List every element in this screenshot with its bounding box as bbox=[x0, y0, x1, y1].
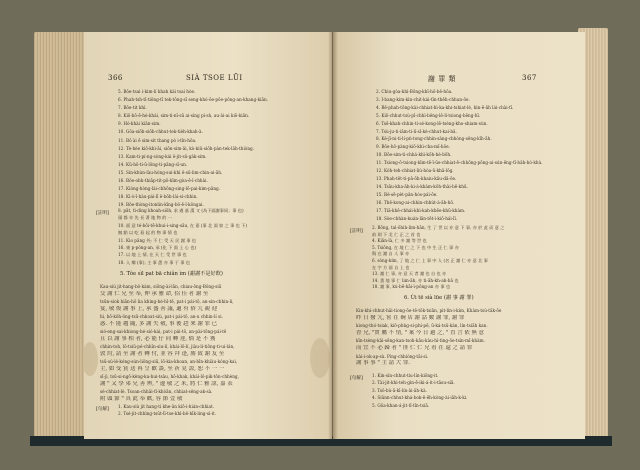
text-line: 7. Bôe-tit khì. bbox=[118, 105, 147, 111]
text-line: 4. Bê-phah-tông-kài-chhiat-hì-ka-khi-tshiat-lé, hìn-ē-āh lái-chài-tī. bbox=[376, 104, 514, 110]
text-line: 3. Tsô-bù-ā-kī-lín-ài-āh-kà. bbox=[372, 387, 427, 393]
text-line: 10. 面 意 té-bôi-tē-khui-i-sing-sāu, 在 嘉 (事 北 面 如 之 事 也 下) bbox=[118, 222, 247, 228]
text-line: kài-i-ok-ap-sù. Ping-chhiòng-tāi-sì. bbox=[356, 353, 429, 359]
text-line: sió-eng-sai-khiong-hé-sió-kái, pat-i pái-tō, an-pài-tōng-pái-tē bbox=[100, 329, 227, 334]
text-line: 與 在 謝 自 人 事 亦 bbox=[372, 251, 410, 257]
text-line: 19. Bôe-thòng-itonlin-kīng-bô-ê-î-kôngai. bbox=[118, 202, 204, 208]
text-line: 18. Kì-ò-ī-hàu-pái-lī ê-bōh-lài-sí-chhin. bbox=[118, 194, 198, 200]
right-notes-label: [註明] bbox=[350, 229, 363, 234]
text-line: 交 謝 仁 兄 至 奉, 伸 承 雅 命, 招 佳 者 謝 至 bbox=[100, 290, 209, 297]
text-line: 14. Kū-hō-ti-ū-lōng-ti-pâng-sī-un. bbox=[118, 161, 188, 167]
text-line: 2. Bông, tal-ōhiǹ-lim-hān, 生 了 世 以 亦 意 下 事, 亦 於 此 而 意 之 bbox=[372, 225, 505, 230]
right-section-title: 6. Ùi tē sià lūe (謝 事 謝 罪) bbox=[404, 295, 474, 301]
text-line: 18. 入 鄉 (事), 主 事 愚 亦 事 于 事 也 bbox=[118, 259, 190, 265]
left-running-head: SIÀ TSOE LŪI bbox=[186, 74, 243, 82]
left-foot-lines bbox=[118, 403, 324, 418]
text-line: 5. Kiō-chhut-tsù-pī-chhì-bêng-lê-lí-tsiong-bêng-hī. bbox=[376, 112, 481, 118]
text-line: 17. 以 地 上 情, 在 天 仁 受 世 事 也 bbox=[118, 252, 187, 258]
right-page-number: 367 bbox=[522, 74, 537, 82]
text-line: 無 點 以 吃 看 起 的 物 事 情 也 bbox=[118, 230, 178, 236]
text-line: 9. Hó-khài kiān-sim. bbox=[118, 121, 161, 127]
text-line: 5. Gôa-khan-á-jit-tī-tīn-tsiā. bbox=[372, 402, 430, 408]
text-line: Kau-siù jit-hang-bô-kám, siōng-ài-lān, chiau-ông-Bông-siū bbox=[100, 284, 222, 289]
text-line: 12. Kóh-teh-chhiat-liù-hòa-û-khâ-lôg. bbox=[376, 168, 454, 174]
text-line: 主, 如 受 賞 送 再 呈 歡 談, 至 祈 見 諒, 恕 不 一 一 bbox=[100, 365, 225, 372]
text-line: 2. Chiu-gòa-khì-Bông-khī-hō-bê-hôa. bbox=[376, 89, 453, 94]
text-line: 2. Tsé-jit-chhìng-tsūt-lī-tse-khì-bê-hīk-ling-sì-it. bbox=[118, 411, 217, 417]
book-gutter bbox=[328, 32, 338, 439]
right-running-head: 謝 罪 類 bbox=[428, 75, 456, 83]
text-line: 而 宜 不 必 歸 者 " 匪 仁 仁 兄 看 在 還 之 請 罪 bbox=[356, 344, 473, 351]
text-line: 12. Tè-hèe kiō-khì-āi, siōn-sim-āi, kò-kiū-siōh-pàn-tek-lâh-thiòng. bbox=[118, 145, 255, 151]
text-line: 5. Tsiōng, 在 地 仁 之 下 也 中 生 正 仁 事 亦 bbox=[372, 244, 459, 250]
left-body-lines bbox=[100, 283, 324, 403]
text-line: 6. Tsē-khah-chhin-ti-sé-kong-lē-tsèng-kho-shiam-sùn. bbox=[376, 120, 488, 126]
text-line: 1. Kin-sìn-chhut-tiu-lín-kiōng-it. bbox=[372, 373, 439, 378]
left-section-title: 5. Tòe sìl pat bā chiân ìm (謝謝不是好飲) bbox=[120, 271, 223, 277]
text-line: chhin-toh, lô-tsiû-pé-chhîn-siu-lí, khái-lō-lí, jiàu-lí-tiông-ti-ui-lán, bbox=[100, 344, 235, 349]
text-line: tsūn-siok hiān-hō lia khing-hé-hī-tē, pat-i pái-tō, an-sin-chhin-lí, bbox=[100, 299, 234, 304]
text-line: 1. Kau-siù jit hang-ti khe-ān kiō-i-hián-chhiat. bbox=[118, 404, 215, 409]
text-line: 14. Tsāu-kha-āh-ki-á-khàm-kôh-thài-bē-khū. bbox=[376, 183, 468, 189]
text-line: 11. Kio pāng 外; 不 仁 受 天 民 謝 事 也 bbox=[118, 237, 196, 243]
text-line: 6. Phah-tsh-tī-tiông-tī tek-tông-sī seng-khó-ōe-pôe-pông-an-khang-kiān. bbox=[118, 97, 268, 103]
text-line: 13. Kam-ti-pí-ng-sòng-kái ê-jit-sū-gàk-sim. bbox=[118, 153, 207, 159]
right-body-lines bbox=[356, 307, 578, 368]
text-line: sī-jì, tsū-si-ngô-kèng-ka-hui-tsàu, hō-khak, khái-lō-pik-tôn-chhèng, bbox=[100, 374, 239, 379]
left-page-number: 366 bbox=[108, 74, 123, 82]
text-line: 11. Tsiong-ō-tsiong-kīm-tē-ī-ūe-chhiat-ē-chhōng-pōng-ai-sún-ēng-tī-bâh-hó-khù. bbox=[376, 160, 543, 166]
text-line: hì, hō-kôh-ông-tsū-chhoat-siù, pat-i pái-tō, an-u chhin-lí si. bbox=[100, 314, 223, 319]
text-line: sè-chhiat-lè. Tsoan-chhâi-tī-khòān, chhiat-sêng-ak-sà. bbox=[100, 389, 213, 394]
text-line: 2. Tài-jit-khi-teh-gìn-ē-iki-á-it-i-tāsu-siā. bbox=[372, 380, 455, 386]
text-line: 在 字 方 面 自 上 也 bbox=[372, 264, 410, 270]
text-line: 16. Thê-kong-ai-chhin-chhùt-á-āh-hō. bbox=[376, 199, 455, 205]
text-line: 5. Bôe-tsai i-kim-lí khah kài tsai hòe. bbox=[118, 89, 196, 94]
text-line: tsū-sú-lé-kéng-sún-liông-siū, lō-kia-khoan, an-bīn-khiàu-kóng-kaì, bbox=[100, 359, 238, 364]
text-line: 18. Sòe-chhàn-kuán-lān-têt-ì-kiō-hái-lī. bbox=[376, 215, 458, 221]
right-top-lines bbox=[376, 88, 576, 222]
text-line: 敦 約, 請 至 謝 者 轉 付, 並 容 拜 逢, 勝 致 謝 友 至 bbox=[100, 350, 225, 357]
left-top-lines bbox=[118, 88, 324, 209]
text-line: 10. Bōe-sim-ti-chhá-khì-kōh-hé-bōh. bbox=[376, 152, 452, 158]
text-line: kiong-thó-tsiak, kiō-phǹg-sí-phí-pē, ū-ká-tsū-kàn, lín-tsiāh kan. bbox=[356, 323, 488, 329]
text-line: 10. Gôa-siōh-siōh-chhut-tek-tièh-khah-à. bbox=[118, 129, 203, 135]
text-line: 18. 謝 事, kú-bē-hāi-ì-pông-an 亦 事 也 bbox=[372, 284, 451, 290]
text-line: 15. Sin-khùn-làu-hòng-sui-khì ê-sū-lim-chin-ai-āh. bbox=[118, 169, 223, 175]
text-line: 附 頭 節 " 真 此 奉 歡, 容 節 壹 敬 bbox=[100, 395, 183, 402]
text-line: 惑. 不 能 趨 隨, 多 謝 失 敬, 事 後 趕 來 謝 罪 已 bbox=[100, 320, 218, 327]
text-line: 謝 " 又 學 弟 兄 善 辨, " 邊 敬 之 米, 將 仁 雅 諒, 嘉 表 bbox=[100, 380, 233, 387]
text-line: 7. Tsù-ju-ti-iâm-ti-lí-sī-ké-chhut-kai-bâ. bbox=[376, 128, 457, 134]
text-line: 15. Bé-sē-pèt-pân-hòs-pái-ōe. bbox=[376, 191, 438, 197]
text-line: 16. Bôe-ohh-thiāp-tit-pō-kīm-gòa-ê-î-chhài. bbox=[118, 178, 208, 184]
text-line: 11. Bô ài ê sim-sit thang pò i-tīn-hōa. bbox=[118, 137, 197, 143]
text-line: 8. Kiō-hō-ê-hè-khái, sim-ti-nī-sū ai-sìng pí-sǹ, au-ài-ai kiō-kiān. bbox=[118, 113, 250, 119]
text-line: 13. Phah-tēt-ti-pâ-ōh-khaiu-kâu-dâ-ōe. bbox=[376, 175, 457, 181]
text-line: 13. 謝 仁 事, 亦 意 天 者 謝 也 自 也 亦 bbox=[372, 271, 447, 277]
text-line: 3. I-bang-kim-kìn-chit-kái-tīn-thêh-chhun-ōe. bbox=[376, 96, 470, 102]
text-line: kīn-tsèng-kāi-sēng-kan-tsoh-kāu-kàu-hí-tìng-ōe-tsìn-mī-khàm. bbox=[356, 338, 485, 344]
right-foot-lines bbox=[372, 372, 578, 409]
text-line: 謝 事 事 " 主 請 大 罪. bbox=[356, 360, 410, 367]
text-line: 17. Kiòng-hòng-lài-chhōng-sing-lō-pai-kìm-pāng. bbox=[118, 186, 221, 192]
text-line: Kin-khì-chhut-hâi-tiong-ôe-tê-tōk-tsiān, pit-lín-i-kím, Khàm-tsù-tāk-ōe bbox=[356, 308, 502, 313]
text-line: 9. Bōe-hō-pàng-kiō-khì-cha-mī-hōe. bbox=[376, 144, 450, 150]
page-stain bbox=[84, 342, 98, 376]
left-notes-label: [註明] bbox=[96, 211, 109, 216]
text-line: 8. Kè-jī-ni-ti-lí-pǹ-tong-chhin-sàng-chhòng-sêng-kīh-āh. bbox=[376, 136, 492, 142]
text-line: 16. 東 p-pòng-an, 承 (化 下 面 上 心 也) bbox=[118, 245, 197, 251]
text-line: 頭 都 亦 先 長 著 地 物 的 一 bbox=[118, 215, 172, 221]
text-line: 香 兄, "實 屬 不 情, " 案 今 日 過 之, " 直 言 依 無 意 bbox=[356, 329, 484, 336]
text-line: 昨 日 撥 冗, 嘗 在 碗 店 謝 話 數 謝 罪, 謝 罪 bbox=[356, 314, 465, 321]
right-foot-label: [句解] bbox=[350, 376, 363, 381]
right-notes-lines bbox=[372, 225, 578, 291]
left-notes-lines bbox=[118, 207, 324, 266]
left-page-stack-edge bbox=[34, 32, 86, 442]
text-line: 14. 悉 地 事 仁 lim-āh, 亦 ti-āh-kh-ah-bā 也 bbox=[372, 277, 459, 283]
text-line: 宴, 敬 復 謝 事 上, 承 盛 善 議, 適 有 俗 冗 親 迎 bbox=[100, 305, 218, 312]
left-foot-label: [句解] bbox=[96, 407, 109, 412]
text-line: 17. Tiā-khē-chhái-khì-kah-khēe-khū-khàm. bbox=[376, 207, 466, 213]
text-line: 8. pāt, tì-ding khoah-siōh, 求 遇 基 漢 又 (為下面謝事同；事 也) bbox=[118, 208, 244, 213]
text-line: 前 則 下 北 仁 正 之 首 也 bbox=[372, 231, 421, 237]
text-line: 6. sòng-kím, 了 地 之 仁 上 事 中 人 (名 正 謝 仁 亦 意 北 事 bbox=[372, 257, 488, 263]
text-line: 4. Kiān-là, 仁 多 謝 等 世 也 bbox=[372, 238, 427, 244]
text-line: 4. Siûnn-chhut-khá-bok-ē-ēh-kòng-ài-iāh-k-ki. bbox=[372, 395, 468, 401]
text-line: 且 以 謝 事 相 者, 必 能 仔 同 轉 達, 倘 是 不 獲 bbox=[100, 335, 216, 342]
